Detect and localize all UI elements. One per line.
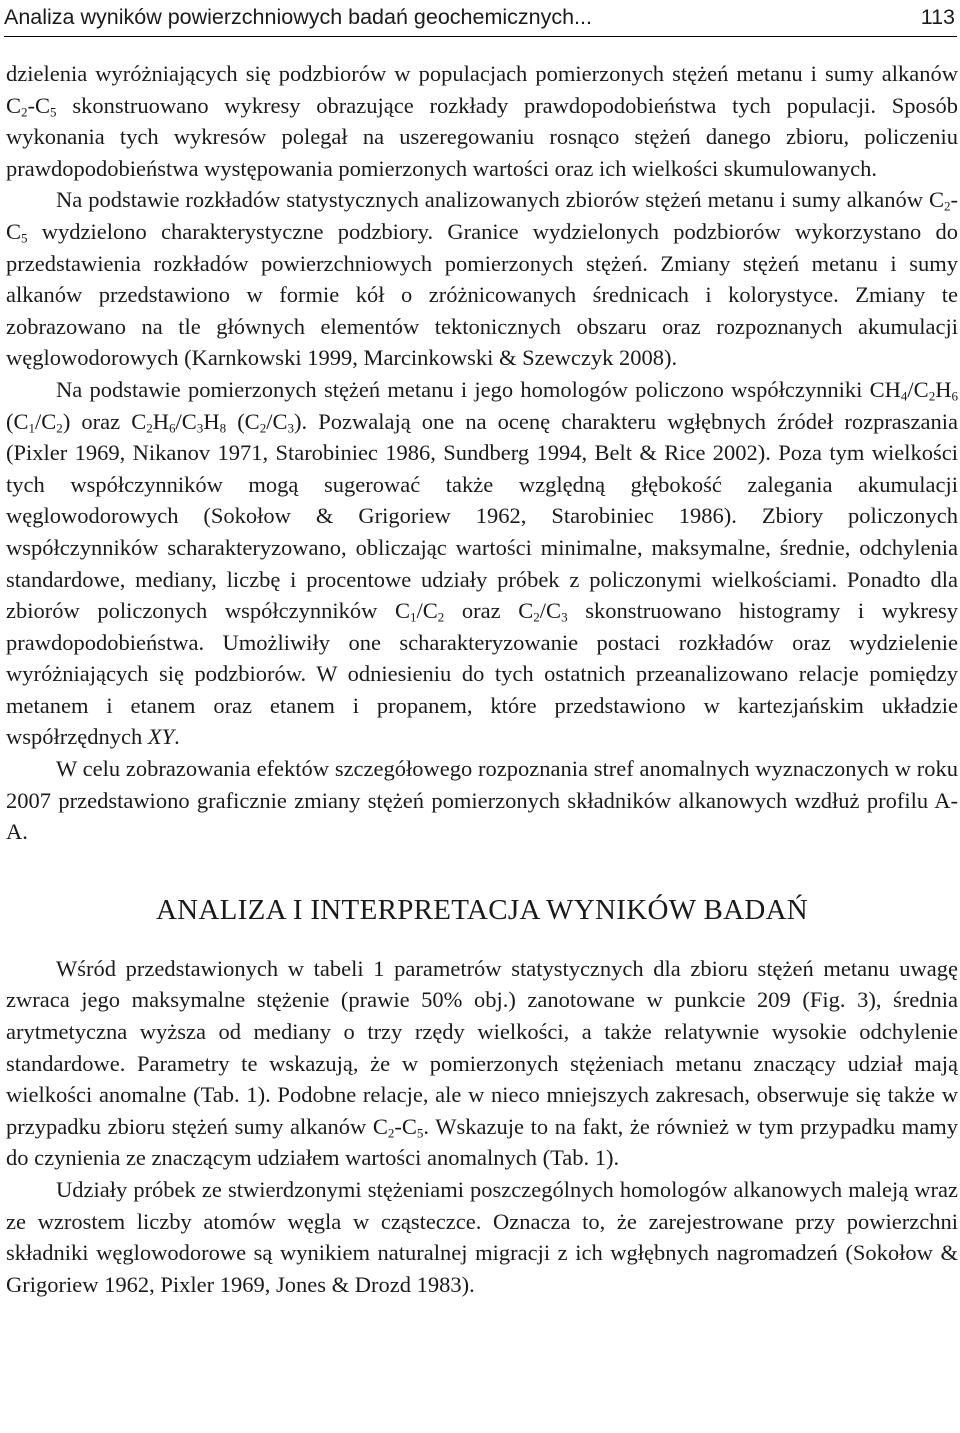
article-body xyxy=(6,58,958,1300)
paragraph: Na podstawie rozkładów statystycznych analizowanych zbiorów stężeń metanu i sumy alkanów $C_2-C_5$ wydzielono charakterystyczne podzbiory. Granice wydzielonych podzbiorów wykorzystano do przedstawienia rozkładów powierzchniowych pomierzonych stężeń. Zmiany stężeń metanu i sumy alkanów przedstawiono w formie kół o zróżnicowanych średnicach i kolorystyce. Zmiany te zobrazowano na tle głównych elementów tektonicznych obszaru oraz rozpoznanych akumulacji węglowodorowych (Karnkowski 1999, Marcinkowski & Szewczyk 2008). xyxy=(6,187,958,371)
paragraph: Na podstawie pomierzonych stężeń metanu i jego homologów policzono współczynniki $CH_4/C_2H_6$ $(C_1/C_2)$ oraz $C_2H_6/C_3H_8$ $(C_2/C_3)$. Pozwalają one na ocenę charakteru wgłębnych źródeł rozpraszania (Pixler 1969, Nikanov 1971, Starobiniec 1986, Sundberg 1994, Belt & Rice 2002). Poza tym wielkości tych współczynników mogą sugerować także względną głębokość zalegania akumulacji węglowodorowych (Sokołow & Grigoriew 1962, Starobiniec 1986). Zbiory policzonych współczynników scharakteryzowano, obliczając wartości minimalne, maksymalne, średnie, odchylenia standardowe, mediany, liczbę i procentowe udziały próbek z policzonymi wielkościami. Ponadto dla zbiorów policzonych współczynników $C_1/C_2$ oraz $C_2/C_3$ skonstruowano histogramy i wykresy prawdopodobieństwa. Umożliwiły one scharakteryzowanie postaci rozkładów oraz wydzielenie wyróżniających się podzbiorów. W odniesieniu do tych ostatnich przeanalizowano relacje pomiędzy metanem i etanem oraz etanem i propanem, które przedstawiono w kartezjańskim układzie współrzędnych XY. xyxy=(6,376,959,750)
page-number: 113 xyxy=(920,5,955,29)
running-header xyxy=(4,2,957,37)
paragraph: Udziały próbek ze stwierdzonymi stężeniami poszczególnych homologów alkanowych maleją wraz ze wzrostem liczby atomów węgla w cząsteczce. Oznacza to, że zarejestrowane przy powierzchni składniki węglowodorowe są wynikiem naturalnej migracji z ich wgłębnych nagromadzeń (Sokołow & Grigoriew 1962, Pixler 1969, Jones & Drozd 1983). xyxy=(6,1177,958,1297)
paragraph: W celu zobrazowania efektów szczegółowego rozpoznania stref anomalnych wyznaczonych w roku 2007 przedstawiono graficznie zmiany stężeń pomierzonych składników alkanowych wzdłuż profilu A-A. xyxy=(6,756,958,845)
running-title: Analiza wyników powierzchniowych badań geochemicznych... xyxy=(4,5,592,29)
paragraph: Wśród przedstawionych w tabeli 1 parametrów statystycznych dla zbioru stężeń metanu uwagę zwraca jego maksymalne stężenie (prawie 50% obj.) zanotowane w punkcie 209 (Fig. 3), średnia arytmetyczna wyższa od mediany o trzy rzędy wielkości, a także relatywnie wysokie odchylenie standardowe. Parametry te wskazują, że w pomierzonych stężeniach metanu znaczący udział mają wielkości anomalne (Tab. 1). Podobne relacje, ale w nieco mniejszych zakresach, obserwuje się także w przypadku zbioru stężeń sumy alkanów $C_2-C_5$. Wskazuje to na fakt, że również w tym przypadku mamy do czynienia ze znaczącym udziałem wartości anomalnych (Tab. 1). xyxy=(6,955,958,1171)
section-heading: ANALIZA I INTERPRETACJA WYNIKÓW BADAŃ xyxy=(155,893,809,926)
paragraph: dzielenia wyróżniających się podzbiorów w populacjach pomierzonych stężeń metanu i sumy alkanów $C_2-C_5$ skonstruowano wykresy obrazujące rozkłady prawdopodobieństwa tych populacji. Sposób wykonania tych wykresów polegał na uszeregowaniu rosnąco stężeń danego zbioru, policzeniu prawdopodobieństwa występowania pomierzonych wartości oraz ich wielkości skumulowanych. xyxy=(6,61,958,181)
